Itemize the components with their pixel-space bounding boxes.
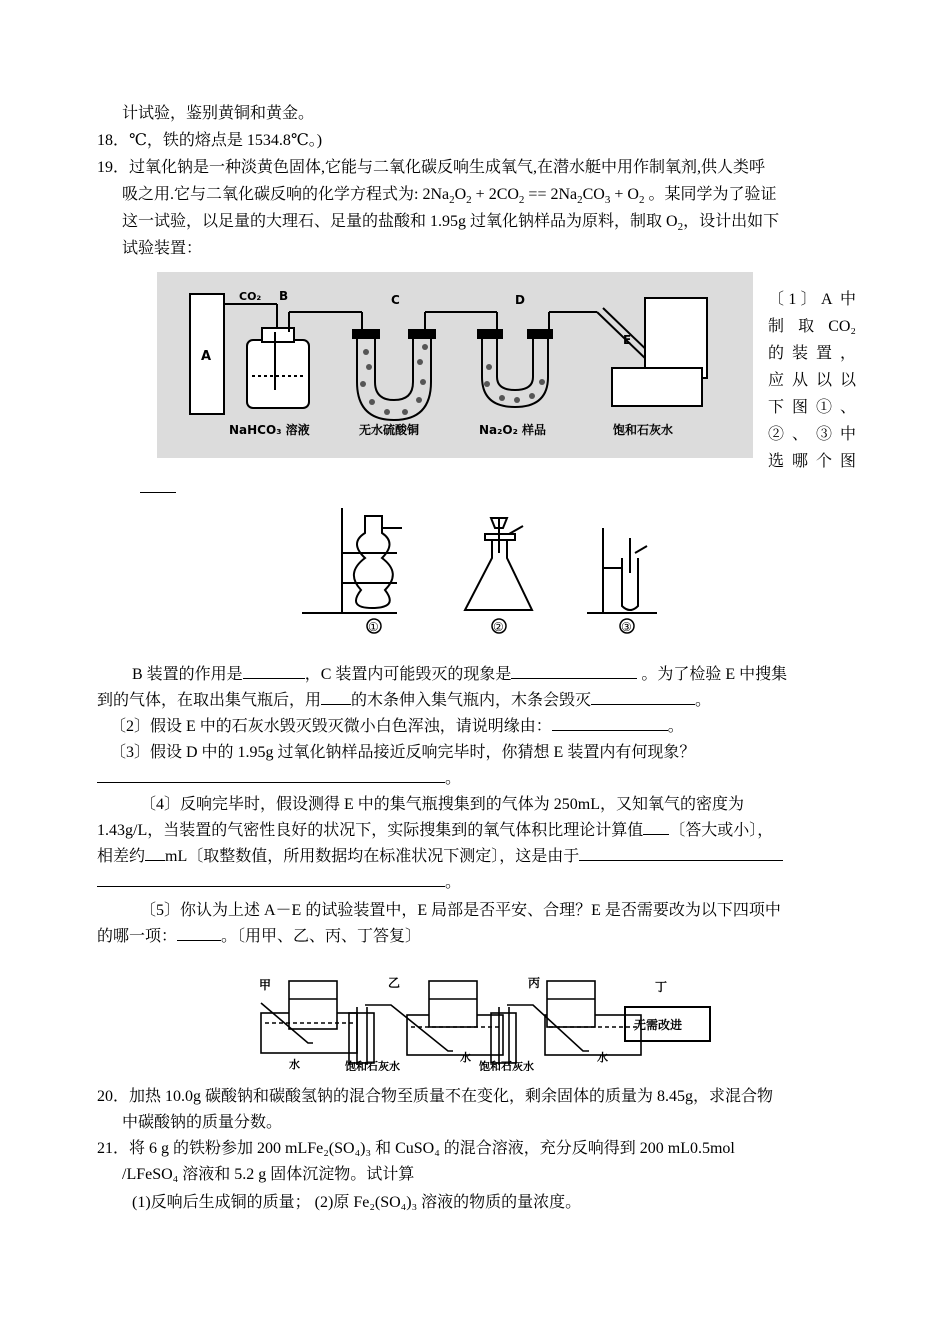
option-bing: 丙 (528, 976, 541, 990)
label-B: B (279, 289, 289, 303)
figure-number-1: ① (368, 620, 379, 634)
caption-nahco3: NaHCO₃ 溶液 (229, 423, 310, 437)
text-line: 。 (97, 872, 461, 894)
label-water: 水 (289, 1058, 300, 1071)
question-18: 18．℃，铁的熔点是 1534.8℃。) (97, 132, 323, 149)
equation-line: 吸之用.它与二氧化碳反响的化学方程式为: $2Na_2O_2 + 2CO_2 == 2Na_2CO_3 + O_2$ 。某同学为了验证 (122, 186, 777, 207)
text-line: /LFeSO₄ 溶液和 5.2 g 固体沉淀物。试计算 (122, 1166, 415, 1183)
question-19: 19．过氧化钠是一种淡黄色固体,它能与二氧化碳反响生成氧气,在潜水艇中用作制氧剂,供人类呼 (97, 159, 766, 176)
caption-na2o2: Na₂O₂ 样品 (479, 423, 547, 437)
apparatus-figure (157, 272, 753, 458)
text-line: 试验装置： (122, 240, 203, 257)
option-ding: 丁 (655, 980, 668, 994)
caption-cuso4: 无水硫酸铜 (359, 423, 420, 437)
text-line: B 装置的作用是 ，C 装置内可能毁灭的现象是 。为了检验 E 中搜集 (132, 666, 788, 683)
label-CO2: CO₂ (239, 290, 262, 303)
label-no-improvement: 无需改进 (634, 1018, 683, 1032)
text-line: 到的气体，在取出集气瓶后，用 的木条伸入集气瓶内，木条会毁灭 。 (97, 692, 712, 709)
text-line: 1.43g/L，当装置的气密性良好的状况下，实际搜集到的氧气体积比理论计算值 〔答大或小〕， (97, 822, 774, 839)
text-line: 〔3〕假设 D 中的 1.95g 过氧化钠样品接近反响完毕时，你猜想 E 装置内有何现象？ (110, 744, 696, 761)
side-question-1: 〔1〕A 中 制 取 CO₂ 的 装 置 ， 应 从 以 以 下 图 ① 、 ② 、 ③ 中 选 哪 个 图 (768, 291, 856, 470)
text-line: 这一试验，以足量的大理石、足量的盐酸和 1.95g 过氧化钠样品为原料，制取 $O_2$，设计出如下 (122, 213, 780, 234)
text-line: 。 (97, 768, 461, 790)
text-line: (1)反响后生成铜的质量； (2)原 Fe₂(SO₄)₃ 溶液的物质的量浓度。 (132, 1194, 582, 1211)
caption-limewater: 饱和石灰水 (613, 423, 674, 437)
label-A: A (201, 349, 212, 364)
label-limewater: 饱和石灰水 (345, 1060, 400, 1071)
text-line: 〔2〕假设 E 中的石灰水毁灭毁灭微小白色浑浊，请说明缘由： 。 (110, 718, 684, 735)
label-water: 水 (460, 1051, 471, 1064)
figure-number-3: ③ (621, 620, 632, 634)
apparatus-diagram (157, 272, 753, 458)
label-E: E (623, 333, 632, 347)
figure-number-2: ② (493, 620, 504, 634)
option-yi: 乙 (388, 976, 401, 990)
options-diagram (253, 973, 728, 1071)
generator-figure (287, 498, 672, 638)
text-line: 〔5〕你认为上述 A－E 的试验装置中，E 局部是否平安、合理？E 是否需要改为以下四项中 (140, 902, 781, 919)
text-line: 中碳酸钠的质量分数。 (122, 1114, 283, 1131)
option-jia: 甲 (259, 978, 272, 992)
question-21: 21．将 6 g 的铁粉参加 200 mLFe₂(SO₄)₃ 和 CuSO₄ 的混合溶液，充分反响得到 200 mL0.5mol (97, 1140, 735, 1157)
label-C: C (391, 293, 400, 307)
text-line: 〔4〕反响完毕时，假设测得 E 中的集气瓶搜集到的气体为 250mL，又知氧气的密度为 (140, 796, 744, 813)
generator-diagram (287, 498, 672, 638)
label-limewater: 饱和石灰水 (479, 1060, 534, 1071)
label-water: 水 (597, 1051, 608, 1064)
label-D: D (515, 293, 525, 307)
text-line: 计试验，鉴别黄铜和黄金。 (122, 105, 315, 122)
options-figure (253, 973, 728, 1071)
question-20: 20．加热 10.0g 碳酸钠和碳酸氢钠的混合物至质量不在变化，剩余固体的质量为 8.45g，求混合物 (97, 1088, 774, 1105)
text-line: 相差约 mL〔取整数值，所用数据均在标准状况下测定〕，这是由于 (97, 846, 783, 868)
text-line: 的哪一项： 。〔用甲、乙、丙、丁答复〕 (97, 928, 422, 945)
answer-blank (140, 478, 176, 493)
